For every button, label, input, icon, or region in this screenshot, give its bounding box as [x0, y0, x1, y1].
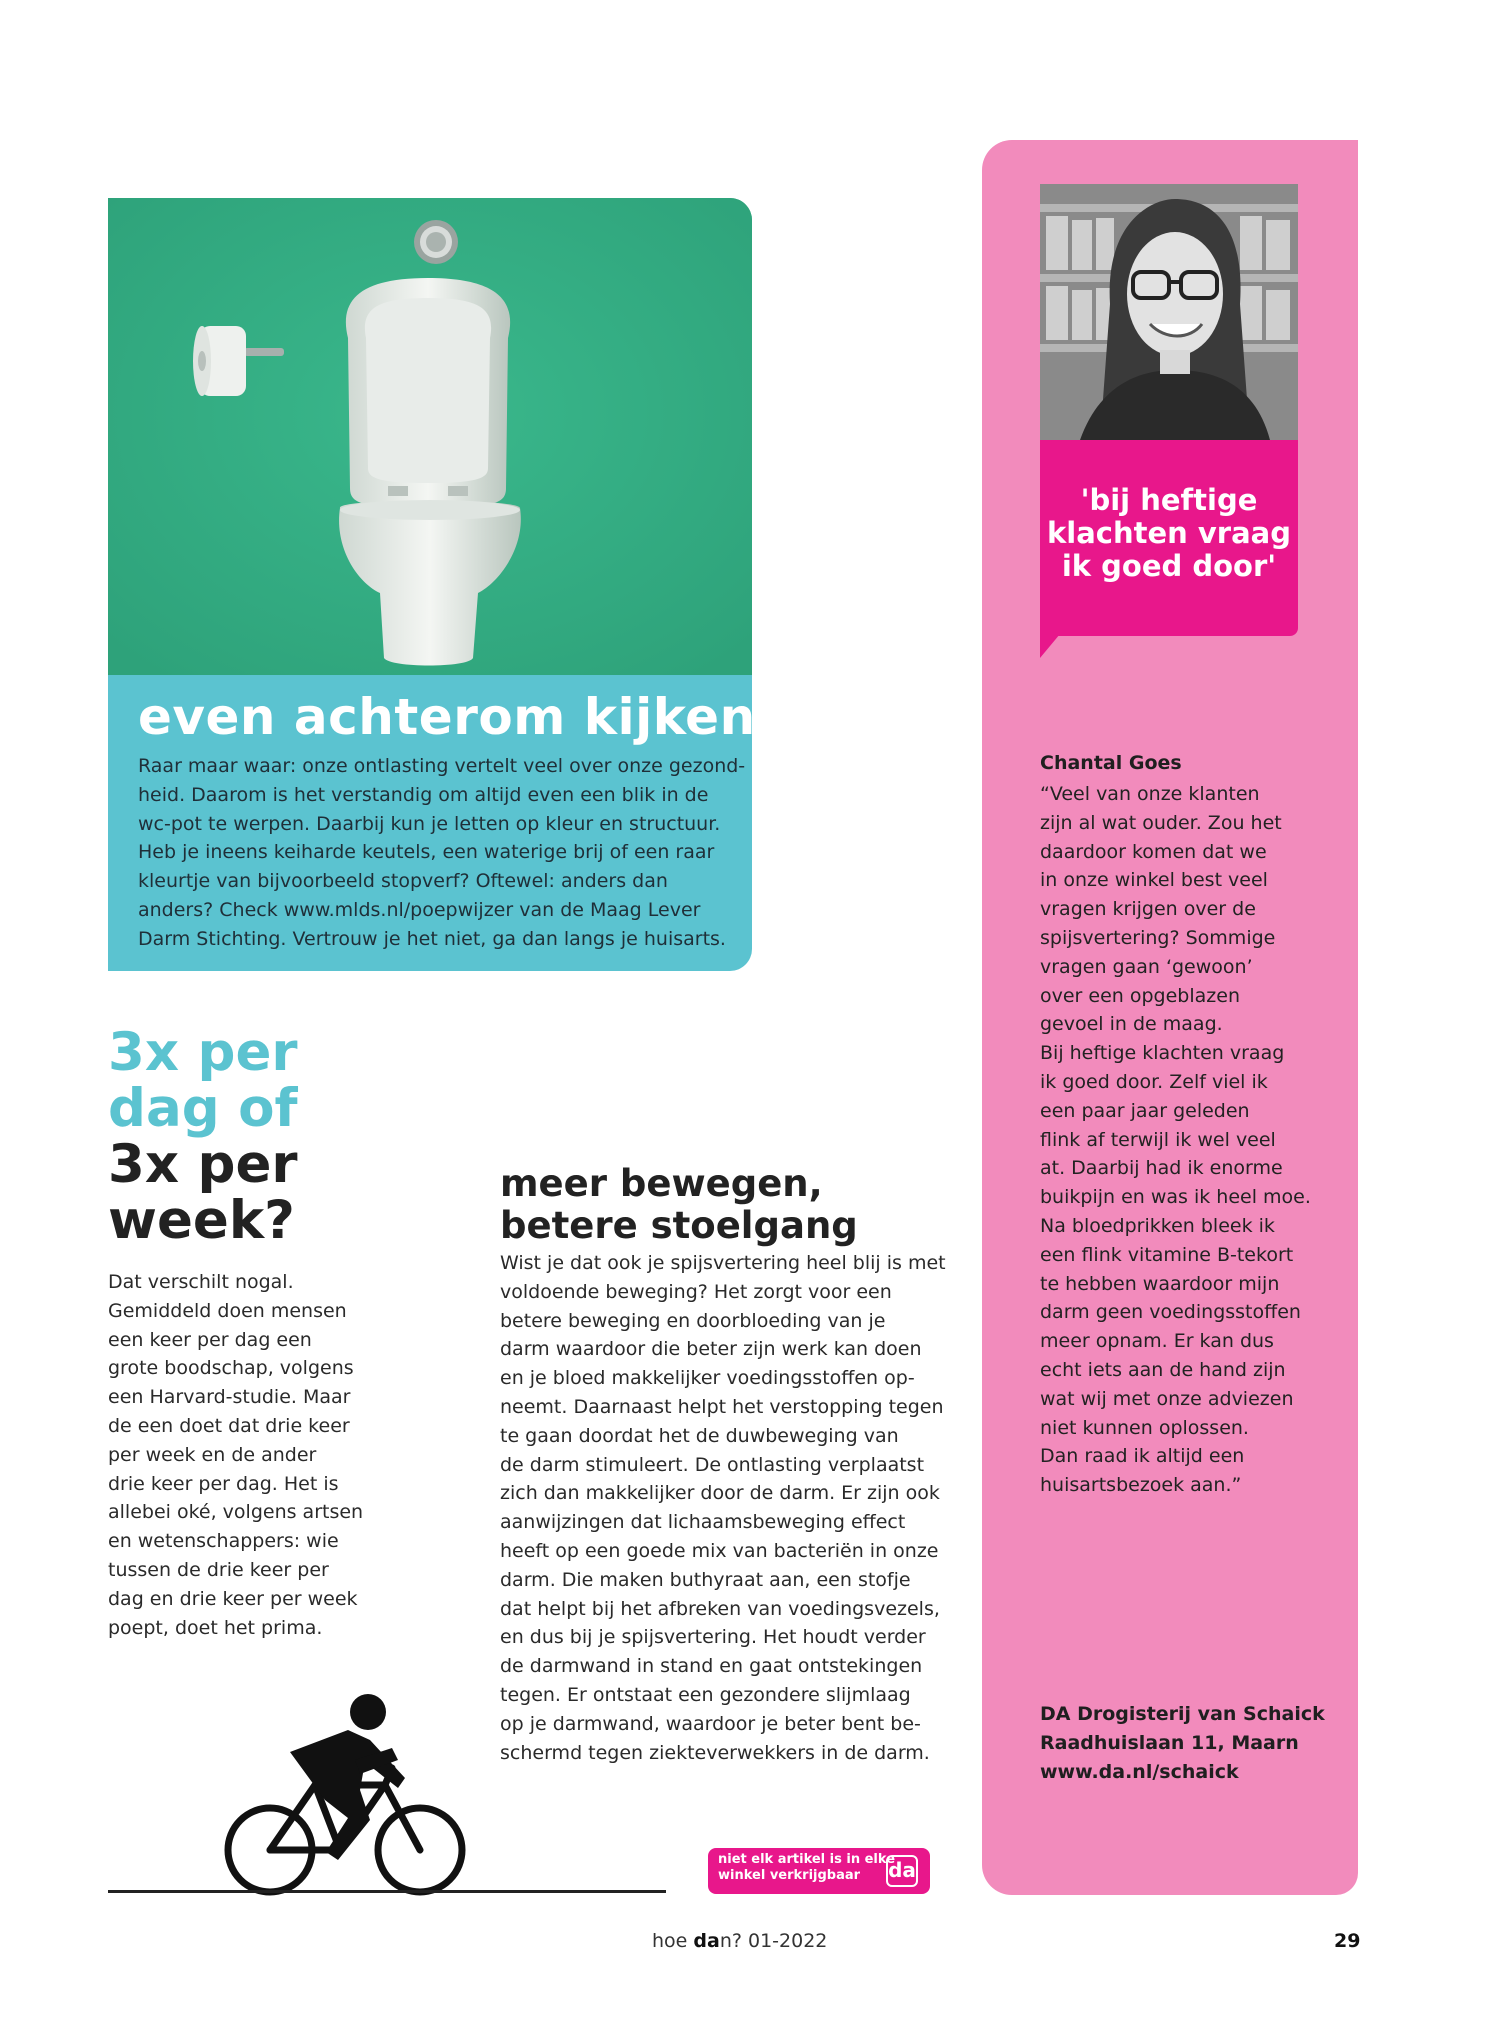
body-line: Wist je dat ook je spijsvertering heel blij is met: [500, 1252, 946, 1274]
body-line: te hebben waardoor mijn: [1040, 1272, 1280, 1295]
sidebar-body: [1040, 780, 1311, 1500]
body-line: te gaan doordat het de duwbeweging van: [500, 1424, 899, 1447]
store-name: DA Drogisterij van Schaick: [1040, 1703, 1325, 1725]
da-logo: da: [886, 1855, 918, 1887]
body-line: zijn al wat ouder. Zou het: [1040, 811, 1282, 834]
portrait-illustration: [1040, 184, 1298, 440]
body-line: en je bloed makkelijker voedingsstoffen op-: [500, 1367, 915, 1390]
speaker-name: Chantal Goes: [1040, 752, 1182, 774]
body-line: tussen de drie keer per: [108, 1558, 329, 1581]
heading-dark-line: 3x per: [108, 1134, 298, 1195]
body-line: op je darmwand, waardoor je beter bent be-: [500, 1712, 921, 1735]
left-column-body: [108, 1268, 363, 1642]
badge-text-line: winkel verkrijgbaar: [718, 1868, 861, 1883]
quote-line: ik goed door': [1061, 549, 1277, 583]
middle-heading-line: meer bewegen,: [500, 1162, 823, 1205]
body-line: grote boodschap, volgens: [108, 1357, 354, 1380]
footer-prefix: hoe: [652, 1930, 694, 1952]
body-line: en wetenschappers: wie: [108, 1530, 339, 1553]
body-line: allebei oké, volgens artsen: [108, 1501, 364, 1524]
feature-line: Darm Stichting. Vertrouw je het niet, ga dan langs je huisarts.: [138, 927, 726, 950]
body-line: darm. Die maken buthyraat aan, een stofje: [500, 1568, 911, 1591]
quote-line: 'bij heftige: [1080, 483, 1258, 517]
body-line: flink af terwijl ik wel veel: [1040, 1128, 1276, 1151]
pull-quote: [1040, 484, 1298, 583]
heading-teal-line: dag of: [108, 1078, 298, 1139]
heading-teal-line: 3x per: [108, 1022, 298, 1083]
body-line: een flink vitamine B-tekort: [1040, 1243, 1294, 1266]
quote-line: klachten vraag: [1046, 516, 1291, 550]
body-line: darm geen voedingsstoffen: [1040, 1301, 1301, 1324]
body-line: per week en de ander: [108, 1443, 317, 1466]
body-line: poept, doet het prima.: [108, 1616, 323, 1639]
body-line: Dan raad ik altijd een: [1040, 1445, 1245, 1468]
footer-magazine: [652, 1930, 827, 1952]
body-line: een Harvard-studie. Maar: [108, 1386, 351, 1409]
body-line: voldoende beweging? Het zorgt voor een: [500, 1280, 892, 1303]
footer-suffix: n? 01-2022: [719, 1930, 828, 1952]
body-line: buikpijn en was ik heel moe.: [1040, 1186, 1311, 1209]
body-line: aanwijzingen dat lichaamsbeweging effect: [500, 1511, 906, 1534]
ground-line: [108, 1890, 666, 1893]
body-line: wat wij met onze adviezen: [1040, 1387, 1294, 1410]
body-line: betere beweging en doorbloeding van je: [500, 1309, 886, 1332]
body-line: de darmwand in stand en gaat ontstekingen: [500, 1655, 923, 1678]
feature-line: anders? Check www.mlds.nl/poepwijzer van de Maag Lever: [138, 898, 701, 921]
middle-column-body: [500, 1249, 946, 1767]
feature-line: kleurtje van bijvoorbeeld stopverf? Oftewel: anders dan: [138, 870, 668, 893]
body-line: tegen. Er ontstaat een gezondere slijmlaag: [500, 1683, 911, 1706]
body-line: neemt. Daarnaast helpt het verstopping tegen: [500, 1395, 944, 1418]
body-line: daardoor komen dat we: [1040, 840, 1267, 863]
body-line: Gemiddeld doen mensen: [108, 1299, 347, 1322]
toilet-photo: [108, 198, 752, 675]
page-number: 29: [1334, 1930, 1361, 1952]
body-line: “Veel van onze klanten: [1040, 783, 1260, 805]
body-line: echt iets aan de hand zijn: [1040, 1358, 1286, 1381]
body-line: dag en drie keer per week: [108, 1587, 358, 1610]
body-line: zich dan makkelijker door de darm. Er zijn ook: [500, 1482, 940, 1505]
body-line: en dus bij je spijsvertering. Het houdt verder: [500, 1626, 926, 1649]
body-line: meer opnam. Er kan dus: [1040, 1330, 1274, 1353]
feature-line: Raar maar waar: onze ontlasting vertelt veel over onze gezond-: [138, 755, 746, 777]
cyclist-icon: [220, 1690, 480, 1900]
portrait-photo: [1040, 184, 1298, 440]
body-line: Dat verschilt nogal.: [108, 1271, 294, 1293]
feature-line: wc-pot te werpen. Daarbij kun je letten op kleur en structuur.: [138, 812, 721, 835]
toilet-illustration: [108, 198, 752, 675]
body-line: de een doet dat drie keer: [108, 1414, 350, 1437]
heading-dark-line: week?: [108, 1190, 295, 1251]
body-line: Bij heftige klachten vraag: [1040, 1042, 1285, 1065]
body-line: drie keer per dag. Het is: [108, 1472, 339, 1495]
store-url[interactable]: www.da.nl/schaick: [1040, 1760, 1239, 1783]
body-line: at. Daarbij had ik enorme: [1040, 1157, 1283, 1180]
body-line: gevoel in de maag.: [1040, 1013, 1223, 1036]
middle-heading-line: betere stoelgang: [500, 1204, 858, 1247]
body-line: in onze winkel best veel: [1040, 869, 1268, 892]
body-line: heeft op een goede mix van bacteriën in onze: [500, 1539, 939, 1562]
feature-line: Heb je ineens keiharde keutels, een waterige brij of een raar: [138, 841, 715, 864]
body-line: niet kunnen oplossen.: [1040, 1416, 1249, 1439]
body-line: vragen gaan ‘gewoon’: [1040, 955, 1253, 978]
body-line: over een opgeblazen: [1040, 984, 1240, 1007]
store-street: Raadhuislaan 11, Maarn: [1040, 1731, 1299, 1754]
body-line: darm waardoor die beter zijn werk kan doen: [500, 1338, 922, 1361]
feature-title: even achterom kijken: [138, 688, 756, 746]
body-line: een paar jaar geleden: [1040, 1099, 1250, 1122]
body-line: dat helpt bij het afbreken van voedingsvezels,: [500, 1597, 940, 1620]
feature-line: heid. Daarom is het verstandig om altijd even een blik in de: [138, 783, 709, 806]
body-line: de darm stimuleert. De ontlasting verplaatst: [500, 1453, 925, 1476]
body-line: huisartsbezoek aan.”: [1040, 1474, 1242, 1497]
badge-text-line: niet elk artikel is in elke: [718, 1852, 896, 1867]
feature-body: [138, 752, 746, 954]
footer-bold: da: [693, 1930, 720, 1952]
body-line: spijsvertering? Sommige: [1040, 926, 1276, 949]
store-address: [1040, 1700, 1325, 1786]
body-line: ik goed door. Zelf viel ik: [1040, 1070, 1268, 1093]
quote-bubble-tail: [1040, 634, 1060, 658]
body-line: Na bloedprikken bleek ik: [1040, 1214, 1275, 1237]
body-line: vragen krijgen over de: [1040, 898, 1256, 921]
body-line: een keer per dag een: [108, 1328, 312, 1351]
body-line: schermd tegen ziekteverwekkers in de darm.: [500, 1741, 930, 1764]
